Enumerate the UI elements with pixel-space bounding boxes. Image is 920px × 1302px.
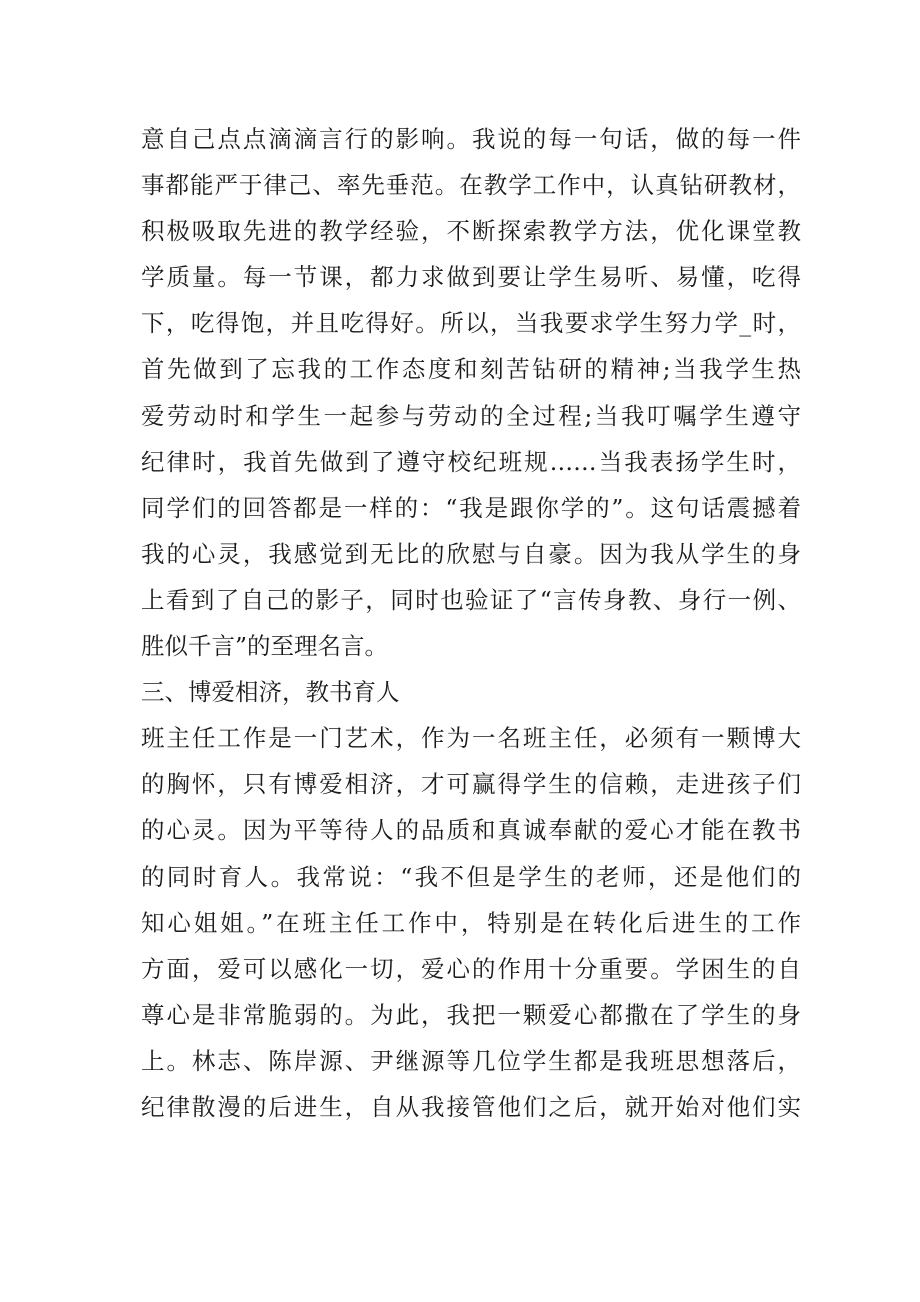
text-line: 爱劳动时和学生一起参与劳动的全过程;当我叮嘱学生遵守	[141, 401, 801, 430]
text-line: 的心灵。因为平等待人的品质和真诚奉献的爱心才能在教书	[141, 816, 801, 845]
text-line: 的同时育人。我常说：“我不但是学生的老师，还是他们的	[141, 862, 801, 891]
text-line: 纪律散漫的后进生，自从我接管他们之后，就开始对他们实	[141, 1092, 801, 1121]
text-line: 上。林志、陈岸源、尹继源等几位学生都是我班思想落后，	[141, 1046, 801, 1075]
text-line: 下，吃得饱，并且吃得好。所以，当我要求学生努力学_时，	[141, 309, 801, 338]
text-line: 班主任工作是一门艺术，作为一名班主任，必须有一颗博大	[141, 724, 801, 753]
document-body	[141, 116, 801, 1130]
text-line: 事都能严于律己、率先垂范。在教学工作中，认真钻研教材，	[141, 171, 801, 200]
text-line: 积极吸取先进的教学经验，不断探索教学方法，优化课堂教	[141, 217, 801, 246]
text-line: 意自己点点滴滴言行的影响。我说的每一句话，做的每一件	[141, 125, 801, 153]
text-line: 同学们的回答都是一样的：“我是跟你学的”。这句话震撼着	[141, 493, 801, 522]
text-line: 学质量。每一节课，都力求做到要让学生易听、易懂，吃得	[141, 263, 801, 292]
text-line: 纪律时，我首先做到了遵守校纪班规……当我表扬学生时，	[141, 447, 801, 476]
text-line: 方面，爱可以感化一切，爱心的作用十分重要。学困生的自	[141, 954, 801, 983]
text-line: 尊心是非常脆弱的。为此，我把一颗爱心都撒在了学生的身	[141, 1000, 801, 1029]
text-line: 我的心灵，我感觉到无比的欣慰与自豪。因为我从学生的身	[141, 539, 801, 568]
text-line: 首先做到了忘我的工作态度和刻苦钻研的精神;当我学生热	[141, 355, 801, 384]
paragraph-end-line: 胜似千言”的至理名言。	[141, 632, 389, 661]
text-line: 的胸怀，只有博爱相济，才可赢得学生的信赖，走进孩子们	[141, 770, 801, 799]
text-line: 上看到了自己的影子，同时也验证了“言传身教、身行一例、	[141, 585, 801, 614]
paragraph-end-line: 三、博爱相济，教书育人	[141, 678, 400, 707]
text-line: 知心姐姐。”在班主任工作中，特别是在转化后进生的工作	[141, 908, 801, 937]
